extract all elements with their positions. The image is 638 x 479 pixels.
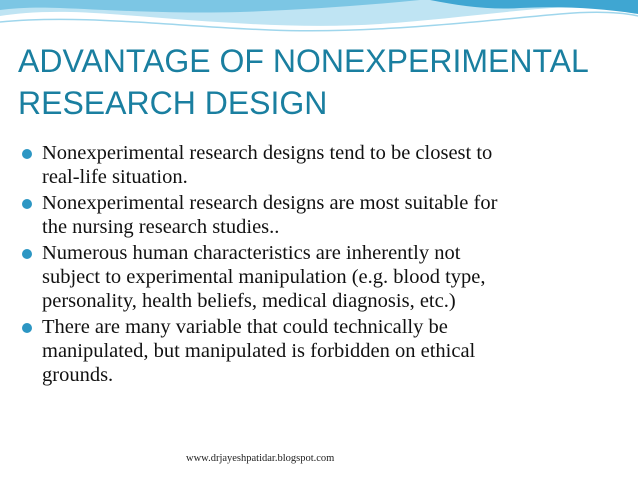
footer-url: www.drjayeshpatidar.blogspot.com: [186, 453, 335, 464]
bullet-line: real-life situation.: [42, 166, 188, 188]
bullet-item: [20, 315, 620, 387]
bullet-item: [20, 191, 620, 239]
bullet-line: subject to experimental manipulation (e.g. blood type,: [42, 266, 486, 288]
bullet-line: personality, health beliefs, medical diagnosis, etc.): [42, 290, 456, 312]
bullet-icon: [22, 199, 32, 209]
bullet-text: [42, 241, 620, 313]
bullet-item: [20, 241, 620, 313]
bullet-line: Numerous human characteristics are inherently not: [42, 242, 461, 264]
bullet-line: Nonexperimental research designs are most suitable for: [42, 192, 498, 214]
bullet-line: manipulated, but manipulated is forbidden on ethical: [42, 340, 476, 362]
bullet-icon: [22, 149, 32, 159]
bullet-icon: [22, 323, 32, 333]
bullet-list: [20, 141, 620, 389]
bullet-text: [42, 315, 620, 387]
bullet-line: Nonexperimental research designs tend to be closest to: [42, 142, 493, 164]
bullet-text: [42, 141, 620, 189]
bullet-item: [20, 141, 620, 189]
slide-title: [18, 40, 628, 124]
bullet-line: There are many variable that could technically be: [42, 316, 448, 338]
bullet-icon: [22, 249, 32, 259]
bullet-line: grounds.: [42, 364, 114, 386]
title-line: RESEARCH DESIGN: [18, 85, 328, 121]
bullet-text: [42, 191, 620, 239]
bullet-line: the nursing research studies..: [42, 216, 280, 238]
title-line: ADVANTAGE OF NONEXPERIMENTAL: [18, 43, 589, 79]
